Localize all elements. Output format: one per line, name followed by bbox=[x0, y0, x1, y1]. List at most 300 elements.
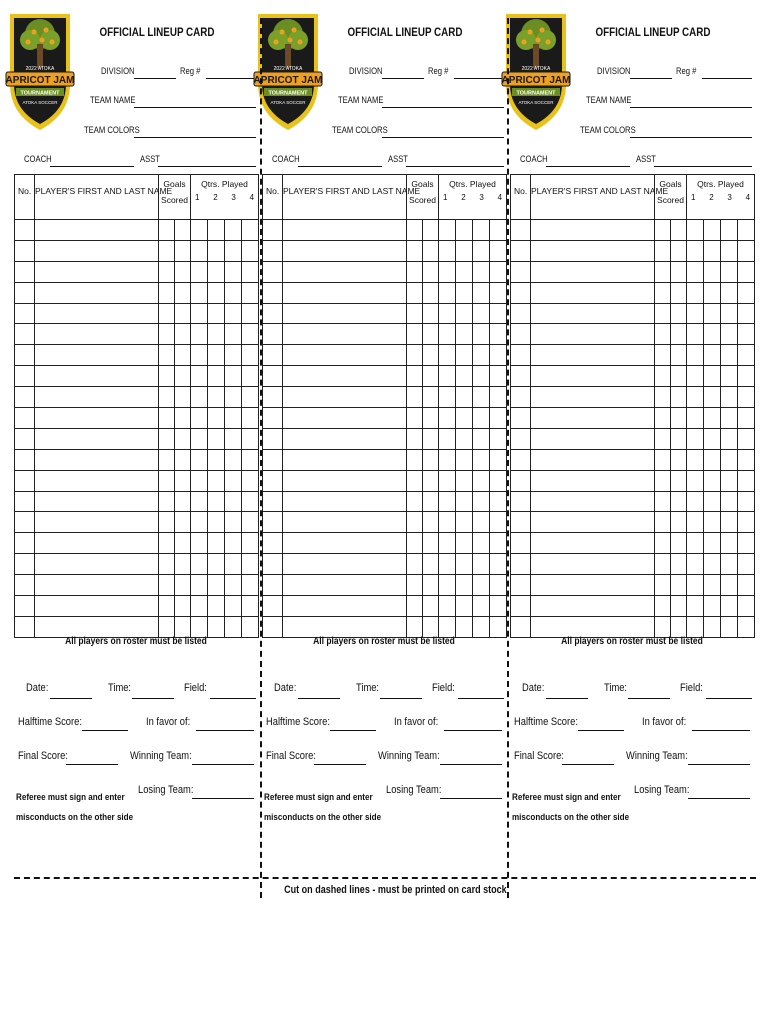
quarter-cell[interactable] bbox=[687, 220, 704, 241]
quarter-cell[interactable] bbox=[738, 303, 755, 324]
quarter-cell[interactable] bbox=[473, 282, 490, 303]
player-name-cell[interactable] bbox=[531, 303, 655, 324]
quarter-cell[interactable] bbox=[456, 512, 473, 533]
player-number-cell[interactable] bbox=[511, 491, 531, 512]
quarter-cell[interactable] bbox=[208, 554, 225, 575]
player-name-cell[interactable] bbox=[283, 408, 407, 429]
player-number-cell[interactable] bbox=[15, 470, 35, 491]
quarter-cell[interactable] bbox=[704, 324, 721, 345]
player-name-cell[interactable] bbox=[35, 512, 159, 533]
quarter-cell[interactable] bbox=[439, 366, 456, 387]
goals-cell[interactable] bbox=[159, 240, 175, 261]
quarter-cell[interactable] bbox=[704, 554, 721, 575]
quarter-cell[interactable] bbox=[225, 554, 242, 575]
quarter-cell[interactable] bbox=[704, 240, 721, 261]
quarter-cell[interactable] bbox=[473, 324, 490, 345]
goals-cell[interactable] bbox=[175, 512, 191, 533]
quarter-cell[interactable] bbox=[439, 408, 456, 429]
player-name-cell[interactable] bbox=[531, 220, 655, 241]
player-number-cell[interactable] bbox=[511, 387, 531, 408]
goals-cell[interactable] bbox=[423, 575, 439, 596]
team-name-field[interactable] bbox=[630, 107, 752, 108]
player-number-cell[interactable] bbox=[263, 533, 283, 554]
player-name-cell[interactable] bbox=[531, 554, 655, 575]
goals-cell[interactable] bbox=[671, 596, 687, 617]
goals-cell[interactable] bbox=[423, 408, 439, 429]
winning-field[interactable] bbox=[192, 764, 254, 765]
quarter-cell[interactable] bbox=[439, 282, 456, 303]
quarter-cell[interactable] bbox=[456, 449, 473, 470]
goals-cell[interactable] bbox=[671, 282, 687, 303]
goals-cell[interactable] bbox=[175, 449, 191, 470]
quarter-cell[interactable] bbox=[225, 303, 242, 324]
player-number-cell[interactable] bbox=[15, 449, 35, 470]
quarter-cell[interactable] bbox=[208, 616, 225, 637]
player-number-cell[interactable] bbox=[511, 345, 531, 366]
goals-cell[interactable] bbox=[407, 554, 423, 575]
quarter-cell[interactable] bbox=[439, 387, 456, 408]
quarter-cell[interactable] bbox=[191, 596, 208, 617]
quarter-cell[interactable] bbox=[687, 303, 704, 324]
quarter-cell[interactable] bbox=[473, 616, 490, 637]
player-name-cell[interactable] bbox=[531, 345, 655, 366]
quarter-cell[interactable] bbox=[225, 575, 242, 596]
quarter-cell[interactable] bbox=[687, 282, 704, 303]
quarter-cell[interactable] bbox=[721, 616, 738, 637]
quarter-cell[interactable] bbox=[687, 366, 704, 387]
player-number-cell[interactable] bbox=[263, 240, 283, 261]
time-field[interactable] bbox=[132, 698, 174, 699]
quarter-cell[interactable] bbox=[456, 324, 473, 345]
quarter-cell[interactable] bbox=[225, 533, 242, 554]
quarter-cell[interactable] bbox=[738, 596, 755, 617]
player-number-cell[interactable] bbox=[511, 533, 531, 554]
player-number-cell[interactable] bbox=[263, 261, 283, 282]
quarter-cell[interactable] bbox=[225, 491, 242, 512]
player-number-cell[interactable] bbox=[15, 261, 35, 282]
quarter-cell[interactable] bbox=[721, 261, 738, 282]
player-number-cell[interactable] bbox=[511, 324, 531, 345]
player-number-cell[interactable] bbox=[511, 616, 531, 637]
quarter-cell[interactable] bbox=[225, 345, 242, 366]
quarter-cell[interactable] bbox=[225, 470, 242, 491]
goals-cell[interactable] bbox=[655, 366, 671, 387]
division-field[interactable] bbox=[382, 78, 424, 79]
quarter-cell[interactable] bbox=[191, 449, 208, 470]
player-name-cell[interactable] bbox=[531, 449, 655, 470]
final-field[interactable] bbox=[66, 764, 118, 765]
quarter-cell[interactable] bbox=[687, 554, 704, 575]
quarter-cell[interactable] bbox=[456, 303, 473, 324]
winning-field[interactable] bbox=[688, 764, 750, 765]
halftime-field[interactable] bbox=[330, 730, 376, 731]
goals-cell[interactable] bbox=[407, 512, 423, 533]
player-number-cell[interactable] bbox=[263, 491, 283, 512]
quarter-cell[interactable] bbox=[738, 533, 755, 554]
goals-cell[interactable] bbox=[175, 220, 191, 241]
quarter-cell[interactable] bbox=[208, 512, 225, 533]
quarter-cell[interactable] bbox=[721, 408, 738, 429]
team-name-field[interactable] bbox=[134, 107, 256, 108]
player-name-cell[interactable] bbox=[35, 575, 159, 596]
goals-cell[interactable] bbox=[159, 366, 175, 387]
goals-cell[interactable] bbox=[159, 575, 175, 596]
goals-cell[interactable] bbox=[175, 345, 191, 366]
quarter-cell[interactable] bbox=[208, 596, 225, 617]
quarter-cell[interactable] bbox=[208, 220, 225, 241]
player-name-cell[interactable] bbox=[283, 428, 407, 449]
quarter-cell[interactable] bbox=[473, 345, 490, 366]
quarter-cell[interactable] bbox=[721, 387, 738, 408]
player-name-cell[interactable] bbox=[283, 303, 407, 324]
quarter-cell[interactable] bbox=[191, 470, 208, 491]
quarter-cell[interactable] bbox=[208, 408, 225, 429]
quarter-cell[interactable] bbox=[456, 220, 473, 241]
goals-cell[interactable] bbox=[655, 220, 671, 241]
quarter-cell[interactable] bbox=[191, 533, 208, 554]
quarter-cell[interactable] bbox=[687, 387, 704, 408]
quarter-cell[interactable] bbox=[208, 470, 225, 491]
player-name-cell[interactable] bbox=[35, 240, 159, 261]
quarter-cell[interactable] bbox=[456, 261, 473, 282]
winning-field[interactable] bbox=[440, 764, 502, 765]
quarter-cell[interactable] bbox=[687, 616, 704, 637]
goals-cell[interactable] bbox=[407, 470, 423, 491]
quarter-cell[interactable] bbox=[473, 387, 490, 408]
quarter-cell[interactable] bbox=[687, 408, 704, 429]
goals-cell[interactable] bbox=[423, 282, 439, 303]
player-number-cell[interactable] bbox=[511, 449, 531, 470]
goals-cell[interactable] bbox=[159, 428, 175, 449]
player-number-cell[interactable] bbox=[15, 512, 35, 533]
player-number-cell[interactable] bbox=[15, 596, 35, 617]
goals-cell[interactable] bbox=[655, 491, 671, 512]
player-number-cell[interactable] bbox=[263, 428, 283, 449]
goals-cell[interactable] bbox=[407, 575, 423, 596]
quarter-cell[interactable] bbox=[191, 240, 208, 261]
player-name-cell[interactable] bbox=[35, 345, 159, 366]
player-name-cell[interactable] bbox=[283, 220, 407, 241]
player-number-cell[interactable] bbox=[511, 282, 531, 303]
goals-cell[interactable] bbox=[671, 303, 687, 324]
quarter-cell[interactable] bbox=[191, 324, 208, 345]
quarter-cell[interactable] bbox=[208, 282, 225, 303]
player-number-cell[interactable] bbox=[263, 512, 283, 533]
goals-cell[interactable] bbox=[671, 616, 687, 637]
quarter-cell[interactable] bbox=[721, 512, 738, 533]
goals-cell[interactable] bbox=[159, 303, 175, 324]
goals-cell[interactable] bbox=[159, 596, 175, 617]
quarter-cell[interactable] bbox=[721, 220, 738, 241]
player-name-cell[interactable] bbox=[35, 324, 159, 345]
quarter-cell[interactable] bbox=[225, 387, 242, 408]
quarter-cell[interactable] bbox=[439, 428, 456, 449]
player-name-cell[interactable] bbox=[283, 240, 407, 261]
quarter-cell[interactable] bbox=[687, 512, 704, 533]
goals-cell[interactable] bbox=[159, 554, 175, 575]
goals-cell[interactable] bbox=[671, 366, 687, 387]
quarter-cell[interactable] bbox=[439, 533, 456, 554]
goals-cell[interactable] bbox=[407, 324, 423, 345]
goals-cell[interactable] bbox=[407, 616, 423, 637]
player-name-cell[interactable] bbox=[531, 533, 655, 554]
player-number-cell[interactable] bbox=[15, 533, 35, 554]
quarter-cell[interactable] bbox=[738, 616, 755, 637]
quarter-cell[interactable] bbox=[738, 366, 755, 387]
quarter-cell[interactable] bbox=[225, 324, 242, 345]
quarter-cell[interactable] bbox=[456, 533, 473, 554]
goals-cell[interactable] bbox=[671, 533, 687, 554]
goals-cell[interactable] bbox=[655, 282, 671, 303]
player-number-cell[interactable] bbox=[263, 387, 283, 408]
quarter-cell[interactable] bbox=[439, 303, 456, 324]
player-number-cell[interactable] bbox=[263, 554, 283, 575]
quarter-cell[interactable] bbox=[738, 554, 755, 575]
player-name-cell[interactable] bbox=[283, 387, 407, 408]
quarter-cell[interactable] bbox=[473, 449, 490, 470]
quarter-cell[interactable] bbox=[208, 491, 225, 512]
goals-cell[interactable] bbox=[671, 512, 687, 533]
player-name-cell[interactable] bbox=[531, 470, 655, 491]
goals-cell[interactable] bbox=[175, 533, 191, 554]
asst-field[interactable] bbox=[158, 166, 256, 167]
goals-cell[interactable] bbox=[407, 449, 423, 470]
quarter-cell[interactable] bbox=[721, 428, 738, 449]
quarter-cell[interactable] bbox=[738, 408, 755, 429]
quarter-cell[interactable] bbox=[439, 554, 456, 575]
quarter-cell[interactable] bbox=[473, 512, 490, 533]
quarter-cell[interactable] bbox=[191, 512, 208, 533]
quarter-cell[interactable] bbox=[721, 596, 738, 617]
goals-cell[interactable] bbox=[175, 428, 191, 449]
final-field[interactable] bbox=[314, 764, 366, 765]
quarter-cell[interactable] bbox=[473, 240, 490, 261]
goals-cell[interactable] bbox=[175, 324, 191, 345]
player-name-cell[interactable] bbox=[283, 596, 407, 617]
quarter-cell[interactable] bbox=[704, 575, 721, 596]
quarter-cell[interactable] bbox=[439, 324, 456, 345]
player-number-cell[interactable] bbox=[511, 596, 531, 617]
quarter-cell[interactable] bbox=[738, 428, 755, 449]
player-name-cell[interactable] bbox=[283, 345, 407, 366]
goals-cell[interactable] bbox=[407, 261, 423, 282]
goals-cell[interactable] bbox=[407, 596, 423, 617]
quarter-cell[interactable] bbox=[225, 261, 242, 282]
player-number-cell[interactable] bbox=[15, 220, 35, 241]
player-number-cell[interactable] bbox=[511, 366, 531, 387]
quarter-cell[interactable] bbox=[721, 282, 738, 303]
player-name-cell[interactable] bbox=[35, 596, 159, 617]
player-number-cell[interactable] bbox=[15, 366, 35, 387]
quarter-cell[interactable] bbox=[208, 345, 225, 366]
quarter-cell[interactable] bbox=[191, 408, 208, 429]
player-name-cell[interactable] bbox=[283, 512, 407, 533]
quarter-cell[interactable] bbox=[439, 220, 456, 241]
goals-cell[interactable] bbox=[671, 408, 687, 429]
player-number-cell[interactable] bbox=[263, 303, 283, 324]
player-name-cell[interactable] bbox=[531, 512, 655, 533]
goals-cell[interactable] bbox=[423, 387, 439, 408]
quarter-cell[interactable] bbox=[738, 345, 755, 366]
player-number-cell[interactable] bbox=[511, 512, 531, 533]
quarter-cell[interactable] bbox=[721, 303, 738, 324]
in-favor-field[interactable] bbox=[196, 730, 254, 731]
quarter-cell[interactable] bbox=[439, 261, 456, 282]
goals-cell[interactable] bbox=[159, 512, 175, 533]
quarter-cell[interactable] bbox=[439, 616, 456, 637]
player-name-cell[interactable] bbox=[35, 303, 159, 324]
player-name-cell[interactable] bbox=[35, 387, 159, 408]
quarter-cell[interactable] bbox=[208, 575, 225, 596]
goals-cell[interactable] bbox=[175, 470, 191, 491]
quarter-cell[interactable] bbox=[191, 261, 208, 282]
player-number-cell[interactable] bbox=[263, 220, 283, 241]
goals-cell[interactable] bbox=[671, 261, 687, 282]
player-number-cell[interactable] bbox=[511, 554, 531, 575]
player-name-cell[interactable] bbox=[35, 220, 159, 241]
quarter-cell[interactable] bbox=[208, 261, 225, 282]
player-name-cell[interactable] bbox=[283, 533, 407, 554]
goals-cell[interactable] bbox=[407, 240, 423, 261]
goals-cell[interactable] bbox=[423, 470, 439, 491]
player-number-cell[interactable] bbox=[263, 470, 283, 491]
quarter-cell[interactable] bbox=[225, 282, 242, 303]
goals-cell[interactable] bbox=[175, 491, 191, 512]
goals-cell[interactable] bbox=[423, 324, 439, 345]
goals-cell[interactable] bbox=[671, 575, 687, 596]
quarter-cell[interactable] bbox=[687, 533, 704, 554]
player-number-cell[interactable] bbox=[15, 282, 35, 303]
quarter-cell[interactable] bbox=[191, 345, 208, 366]
goals-cell[interactable] bbox=[175, 408, 191, 429]
player-number-cell[interactable] bbox=[15, 408, 35, 429]
quarter-cell[interactable] bbox=[721, 366, 738, 387]
goals-cell[interactable] bbox=[175, 366, 191, 387]
player-name-cell[interactable] bbox=[35, 449, 159, 470]
goals-cell[interactable] bbox=[159, 282, 175, 303]
quarter-cell[interactable] bbox=[473, 220, 490, 241]
quarter-cell[interactable] bbox=[439, 491, 456, 512]
quarter-cell[interactable] bbox=[191, 220, 208, 241]
quarter-cell[interactable] bbox=[738, 387, 755, 408]
player-number-cell[interactable] bbox=[263, 575, 283, 596]
player-name-cell[interactable] bbox=[35, 408, 159, 429]
player-name-cell[interactable] bbox=[283, 554, 407, 575]
player-name-cell[interactable] bbox=[283, 366, 407, 387]
player-name-cell[interactable] bbox=[531, 428, 655, 449]
goals-cell[interactable] bbox=[671, 470, 687, 491]
quarter-cell[interactable] bbox=[191, 554, 208, 575]
player-number-cell[interactable] bbox=[511, 261, 531, 282]
quarter-cell[interactable] bbox=[456, 345, 473, 366]
goals-cell[interactable] bbox=[655, 324, 671, 345]
player-number-cell[interactable] bbox=[511, 575, 531, 596]
quarter-cell[interactable] bbox=[473, 408, 490, 429]
goals-cell[interactable] bbox=[423, 366, 439, 387]
quarter-cell[interactable] bbox=[208, 387, 225, 408]
goals-cell[interactable] bbox=[159, 345, 175, 366]
goals-cell[interactable] bbox=[407, 220, 423, 241]
goals-cell[interactable] bbox=[423, 449, 439, 470]
player-number-cell[interactable] bbox=[511, 220, 531, 241]
quarter-cell[interactable] bbox=[473, 261, 490, 282]
player-name-cell[interactable] bbox=[531, 596, 655, 617]
division-field[interactable] bbox=[134, 78, 176, 79]
goals-cell[interactable] bbox=[159, 220, 175, 241]
quarter-cell[interactable] bbox=[473, 554, 490, 575]
goals-cell[interactable] bbox=[423, 533, 439, 554]
goals-cell[interactable] bbox=[423, 554, 439, 575]
quarter-cell[interactable] bbox=[456, 387, 473, 408]
quarter-cell[interactable] bbox=[225, 428, 242, 449]
time-field[interactable] bbox=[380, 698, 422, 699]
player-number-cell[interactable] bbox=[511, 408, 531, 429]
quarter-cell[interactable] bbox=[721, 240, 738, 261]
goals-cell[interactable] bbox=[671, 324, 687, 345]
goals-cell[interactable] bbox=[159, 449, 175, 470]
quarter-cell[interactable] bbox=[704, 616, 721, 637]
in-favor-field[interactable] bbox=[692, 730, 750, 731]
date-field[interactable] bbox=[546, 698, 588, 699]
quarter-cell[interactable] bbox=[704, 366, 721, 387]
player-name-cell[interactable] bbox=[283, 261, 407, 282]
player-name-cell[interactable] bbox=[283, 616, 407, 637]
goals-cell[interactable] bbox=[407, 533, 423, 554]
quarter-cell[interactable] bbox=[456, 554, 473, 575]
quarter-cell[interactable] bbox=[225, 596, 242, 617]
player-name-cell[interactable] bbox=[35, 554, 159, 575]
quarter-cell[interactable] bbox=[439, 240, 456, 261]
goals-cell[interactable] bbox=[655, 261, 671, 282]
goals-cell[interactable] bbox=[407, 408, 423, 429]
goals-cell[interactable] bbox=[655, 470, 671, 491]
quarter-cell[interactable] bbox=[225, 408, 242, 429]
player-number-cell[interactable] bbox=[263, 408, 283, 429]
player-name-cell[interactable] bbox=[531, 240, 655, 261]
player-name-cell[interactable] bbox=[283, 470, 407, 491]
quarter-cell[interactable] bbox=[721, 554, 738, 575]
quarter-cell[interactable] bbox=[191, 366, 208, 387]
goals-cell[interactable] bbox=[671, 220, 687, 241]
goals-cell[interactable] bbox=[423, 220, 439, 241]
player-name-cell[interactable] bbox=[283, 282, 407, 303]
team-name-field[interactable] bbox=[382, 107, 504, 108]
quarter-cell[interactable] bbox=[721, 533, 738, 554]
losing-field[interactable] bbox=[440, 798, 502, 799]
goals-cell[interactable] bbox=[159, 491, 175, 512]
quarter-cell[interactable] bbox=[721, 491, 738, 512]
quarter-cell[interactable] bbox=[456, 470, 473, 491]
quarter-cell[interactable] bbox=[191, 491, 208, 512]
reg-field[interactable] bbox=[702, 78, 752, 79]
goals-cell[interactable] bbox=[407, 366, 423, 387]
goals-cell[interactable] bbox=[423, 616, 439, 637]
player-name-cell[interactable] bbox=[283, 575, 407, 596]
quarter-cell[interactable] bbox=[687, 345, 704, 366]
quarter-cell[interactable] bbox=[687, 449, 704, 470]
player-number-cell[interactable] bbox=[15, 554, 35, 575]
quarter-cell[interactable] bbox=[704, 449, 721, 470]
quarter-cell[interactable] bbox=[439, 575, 456, 596]
asst-field[interactable] bbox=[406, 166, 504, 167]
quarter-cell[interactable] bbox=[225, 366, 242, 387]
player-number-cell[interactable] bbox=[15, 616, 35, 637]
quarter-cell[interactable] bbox=[738, 324, 755, 345]
quarter-cell[interactable] bbox=[687, 324, 704, 345]
quarter-cell[interactable] bbox=[439, 512, 456, 533]
quarter-cell[interactable] bbox=[191, 387, 208, 408]
final-field[interactable] bbox=[562, 764, 614, 765]
